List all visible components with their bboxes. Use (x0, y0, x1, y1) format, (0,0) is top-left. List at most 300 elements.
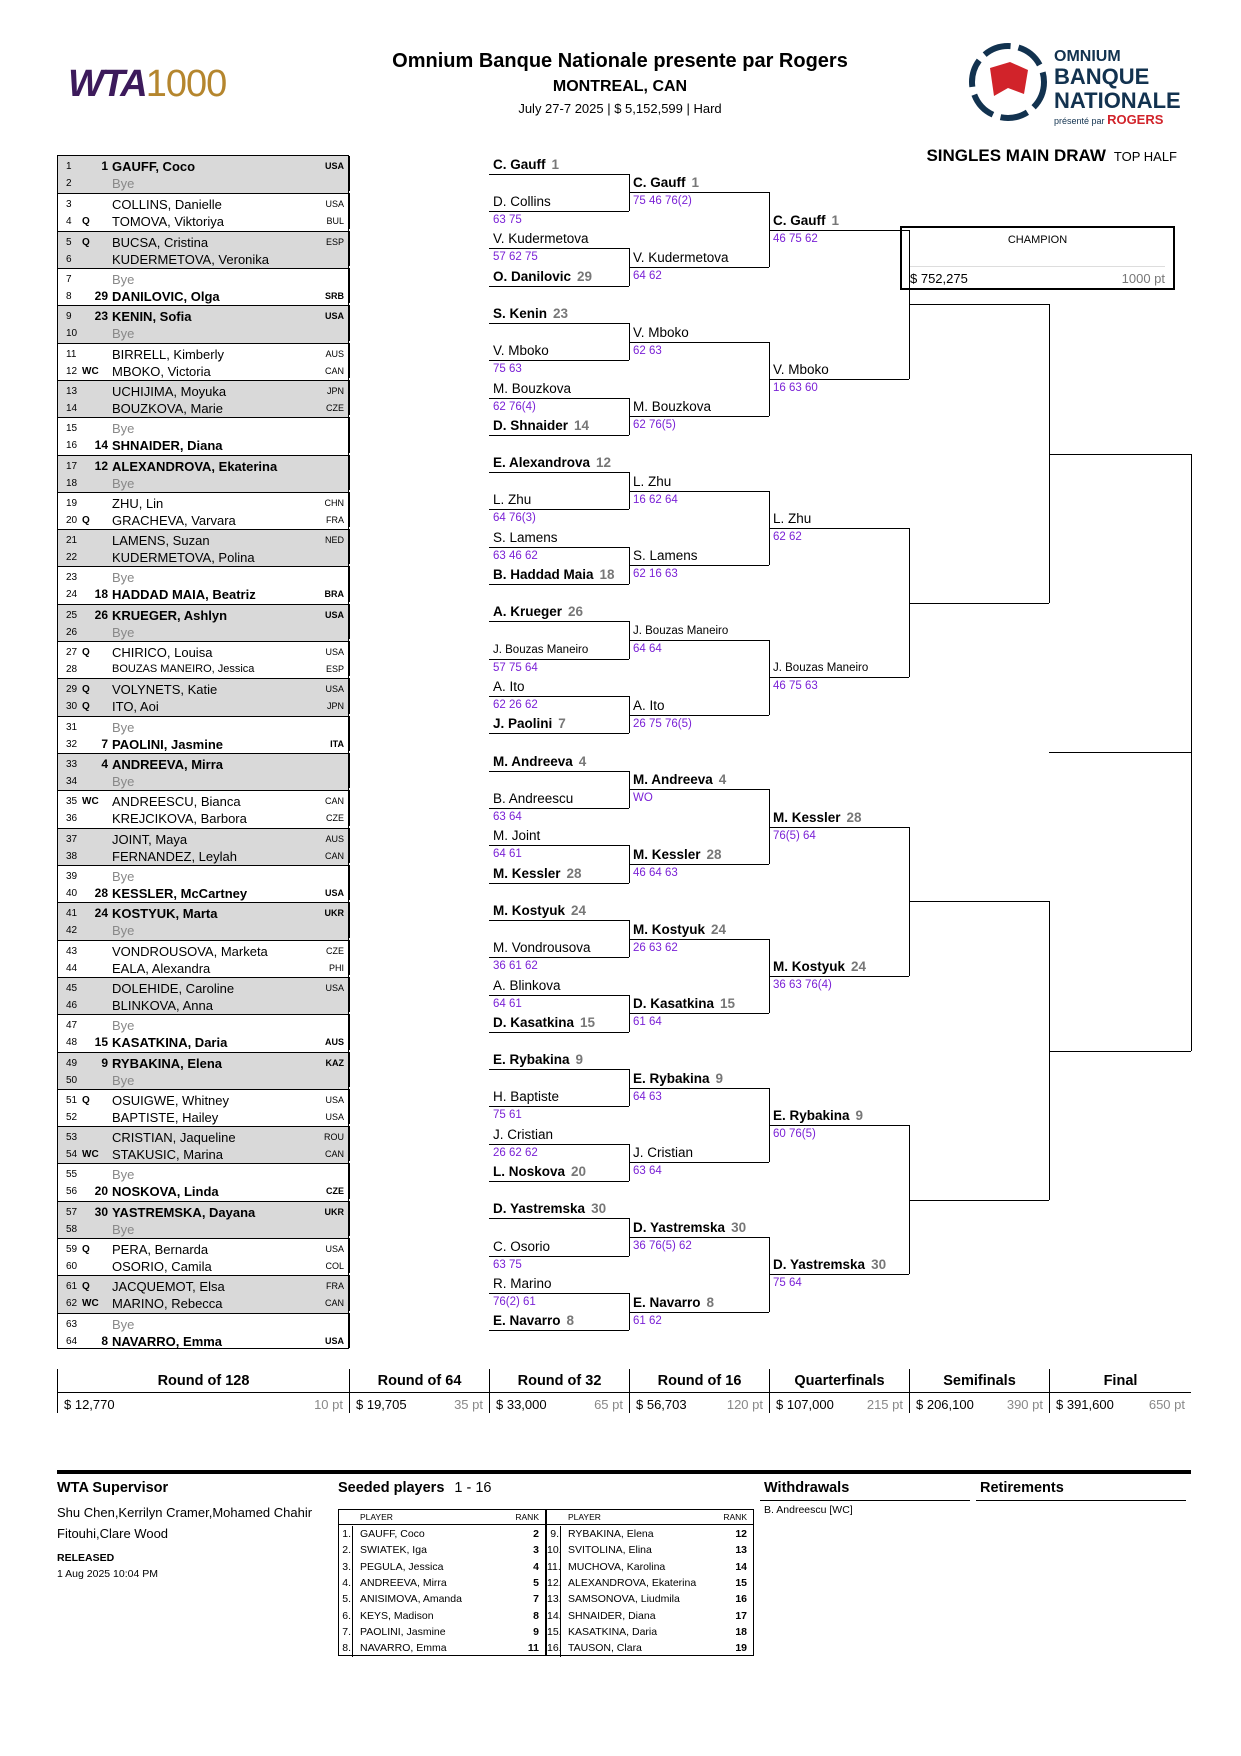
winner-name-text: J. Cristian (633, 1145, 694, 1161)
entry-status: WC (82, 365, 99, 377)
seed-number: 30 (94, 1204, 108, 1219)
nationality: USA (324, 161, 344, 171)
col-player: PLAYER (568, 1512, 601, 1522)
winner-name (493, 1089, 559, 1105)
player-name: DOLEHIDE, Caroline (112, 980, 235, 996)
winner-name-text: M. Kessler (633, 846, 701, 862)
seed-row (547, 1526, 753, 1543)
winner-name-text: V. Kudermetova (633, 249, 729, 265)
seed-index: 16. (547, 1640, 561, 1657)
winner-seed: 1 (691, 175, 700, 191)
seed-player: SVITOLINA, Elina (568, 1544, 652, 1557)
draw-position: 20 (66, 514, 78, 526)
player-name: BOUZAS MANEIRO, Jessica (112, 663, 255, 676)
winner-seed: 14 (574, 417, 590, 433)
round-title: Quarterfinals (794, 1373, 885, 1389)
winner-line (489, 995, 629, 996)
match-score: 62 62 (773, 531, 802, 544)
winner-name-text: D. Kasatkina (493, 1014, 575, 1030)
round-prize: $ 206,100 (916, 1397, 974, 1412)
winner-seed: 7 (558, 716, 566, 732)
round-cell (909, 1369, 1049, 1413)
round-cell (57, 1369, 349, 1413)
winner-seed: 30 (871, 1257, 887, 1273)
round-prize: $ 19,705 (356, 1397, 407, 1412)
nationality: CAN (324, 1149, 344, 1160)
winner-line (629, 416, 769, 417)
pair-connector (349, 641, 350, 676)
winner-name (493, 1313, 574, 1329)
winner-seed: 26 (568, 604, 584, 620)
winner-line (489, 659, 629, 660)
nationality: USA (325, 199, 344, 210)
winner-name-text: C. Gauff (493, 156, 546, 172)
player-name: GAUFF, Coco (112, 159, 196, 174)
seed-row (547, 1542, 753, 1559)
draw-position: 6 (66, 253, 72, 265)
player-name: ANDREESCU, Bianca (112, 794, 241, 810)
nationality: USA (325, 684, 344, 695)
pair-connector (349, 380, 350, 415)
winner-name-text: J. Paolini (493, 716, 553, 732)
nationality: SRB (324, 290, 344, 301)
round-points: 650 pt (1148, 1397, 1185, 1412)
pair-connector (349, 193, 350, 228)
winner-name-text: M. Vondrousova (493, 940, 591, 956)
winner-name (773, 213, 839, 229)
seed-row (547, 1591, 753, 1608)
player-name: KREJCIKOVA, Barbora (112, 811, 247, 827)
winner-name (493, 642, 588, 658)
pair-connector (349, 566, 350, 601)
seed-table-header (547, 1510, 753, 1525)
winner-seed: 20 (571, 1164, 587, 1180)
seed-row (339, 1526, 545, 1543)
empty-slot-line (1049, 454, 1191, 455)
draw-position: 21 (66, 535, 78, 547)
match-score: 75 63 (493, 363, 522, 376)
seed-rank: 18 (735, 1625, 747, 1638)
winner-line (489, 547, 629, 548)
winner-line (629, 1088, 769, 1089)
winner-name (633, 175, 699, 191)
nationality: ROU (324, 1132, 344, 1143)
round-points: 390 pt (1006, 1397, 1043, 1412)
draw-position: 55 (66, 1169, 78, 1181)
winner-name (493, 194, 551, 210)
pair-connector (349, 455, 350, 490)
nationality: USA (325, 647, 344, 658)
player-name: KRUEGER, Ashlyn (112, 607, 228, 623)
withdrawals-list: B. Andreescu [WC] (764, 1504, 853, 1516)
winner-name (493, 567, 615, 583)
winner-line (489, 1069, 629, 1070)
draw-position: 46 (66, 999, 78, 1011)
round-points: 65 pt (594, 1397, 623, 1412)
draw-position: 38 (66, 850, 78, 862)
nationality: FRA (326, 1281, 344, 1292)
winner-seed: 1 (551, 156, 560, 172)
winner-name (773, 959, 866, 975)
pair-connector (349, 902, 350, 937)
round-divider (770, 1392, 909, 1393)
pair-connector (349, 268, 350, 303)
draw-position: 31 (66, 721, 78, 733)
draw-position: 15 (66, 423, 78, 435)
draw-position: 62 (66, 1298, 78, 1310)
winner-name (493, 1239, 550, 1255)
winner-name (493, 530, 558, 546)
winner-line (489, 323, 629, 324)
nationality: UKR (324, 1206, 344, 1217)
winner-line (489, 1106, 629, 1107)
winner-name (493, 1015, 595, 1031)
player-name: BLINKOVA, Anna (112, 997, 213, 1013)
draw-position: 25 (66, 609, 78, 621)
draw-position: 3 (66, 199, 72, 211)
draw-position: 7 (66, 273, 72, 285)
player-name: PAOLINI, Jasmine (112, 736, 224, 752)
nationality: CZE (326, 402, 344, 413)
winner-line (489, 957, 629, 958)
winner-seed: 15 (580, 1014, 596, 1030)
match-score: 57 62 75 (493, 251, 538, 264)
pair-connector (349, 492, 350, 527)
winner-line (489, 1293, 629, 1294)
seed-number: 15 (94, 1035, 108, 1050)
draw-position: 5 (66, 236, 72, 248)
entry-status: Q (82, 701, 90, 713)
col-rank: RANK (723, 1512, 747, 1522)
winner-name (493, 903, 586, 919)
nationality: ITA (330, 738, 344, 749)
winner-name (493, 1127, 553, 1143)
match-score: 46 75 62 (773, 232, 818, 245)
player-name: ZHU, Lin (112, 495, 164, 511)
winner-name (493, 828, 540, 844)
match-score: 62 16 63 (633, 568, 678, 581)
winner-name-text: H. Baptiste (493, 1089, 560, 1105)
seed-number: 18 (94, 587, 108, 602)
seed-rank: 8 (533, 1609, 539, 1622)
winner-name (493, 679, 525, 695)
round-prize: $ 391,600 (1056, 1397, 1114, 1412)
winner-line (489, 1144, 629, 1145)
winner-seed: 4 (718, 772, 727, 788)
pair-connector (349, 790, 350, 825)
draw-position: 35 (66, 796, 78, 808)
seed-rank: 11 (527, 1642, 539, 1655)
bye-label: Bye (112, 176, 135, 191)
seed-rank: 5 (533, 1576, 539, 1589)
tournament-city: MONTREAL, CAN (552, 78, 688, 95)
winner-name-text: J. Cristian (493, 1126, 554, 1142)
empty-slot-line (909, 901, 1049, 902)
seed-index: 9. (547, 1526, 561, 1543)
seed-index: 12. (547, 1575, 561, 1592)
winner-name (493, 455, 611, 471)
draw-position: 42 (66, 925, 78, 937)
draw-position: 54 (66, 1149, 78, 1161)
winner-name (773, 810, 862, 826)
seed-index: 7. (339, 1624, 353, 1641)
draw-position: 64 (66, 1335, 78, 1347)
winner-name-text: A. Blinkova (493, 977, 561, 993)
nationality: CAN (324, 796, 344, 807)
entry-status: WC (82, 1149, 99, 1161)
winner-name-text: V. Kudermetova (493, 231, 589, 247)
match-score: 75 46 76(2) (633, 195, 692, 208)
winner-seed: 8 (706, 1294, 715, 1310)
tournament-title: Omnium Banque Nationale presente par Rogers (392, 50, 848, 72)
pair-connector (349, 828, 350, 863)
seed-rank: 17 (735, 1609, 747, 1622)
seed-index: 10. (547, 1542, 561, 1559)
nationality: COL (325, 1261, 344, 1272)
round-cell (629, 1369, 769, 1413)
seed-row (547, 1624, 753, 1641)
round-points: 215 pt (866, 1397, 903, 1412)
bye-label: Bye (112, 326, 135, 342)
seed-player: KASATKINA, Daria (568, 1625, 658, 1638)
player-name: UCHIJIMA, Moyuka (112, 383, 227, 399)
winner-name-text: M. Kostyuk (493, 902, 566, 918)
match-score: 64 76(3) (493, 512, 536, 525)
match-score: 64 61 (493, 848, 522, 861)
seed-player: MUCHOVA, Karolina (568, 1560, 666, 1573)
winner-name-text: O. Danilovic (493, 268, 572, 284)
player-name: BOUZKOVA, Marie (112, 400, 224, 416)
bye-label: Bye (112, 421, 135, 437)
round-title: Final (1103, 1373, 1138, 1389)
match-score: 64 62 (633, 269, 662, 282)
nationality: USA (325, 1111, 344, 1122)
winner-name-text: R. Marino (493, 1276, 552, 1292)
draw-position: 45 (66, 982, 78, 994)
draw-position: 11 (66, 348, 77, 360)
winner-seed: 29 (577, 268, 593, 284)
empty-slot-line (909, 603, 1049, 604)
draw-position: 33 (66, 759, 78, 770)
winner-name-text: S. Kenin (493, 305, 548, 321)
bye-label: Bye (112, 1316, 135, 1332)
pair-connector (349, 1089, 350, 1124)
seed-row (339, 1608, 545, 1625)
draw-position: 16 (66, 440, 78, 452)
seed-player: ALEXANDROVA, Ekaterina (568, 1576, 697, 1589)
winner-line (629, 640, 769, 641)
winner-name-text: C. Osorio (493, 1238, 551, 1254)
match-score: 76(2) 61 (493, 1296, 536, 1309)
seed-rank: 13 (735, 1544, 747, 1557)
winner-line (489, 621, 629, 622)
player-name: CRISTIAN, Jaqueline (112, 1130, 236, 1146)
draw-position: 10 (66, 328, 78, 340)
entry-status: Q (82, 1094, 90, 1106)
nationality: KAZ (325, 1057, 344, 1068)
winner-name (493, 492, 531, 508)
winner-name (773, 362, 829, 378)
winner-seed: 28 (566, 865, 582, 881)
winner-name-text: A. Ito (633, 697, 665, 713)
winner-name (493, 604, 583, 620)
winner-line (629, 1237, 769, 1238)
winner-seed: 23 (553, 305, 569, 321)
player-name: ITO, Aoi (112, 699, 159, 715)
round-prize-table (57, 1369, 1191, 1413)
pair-connector (349, 231, 350, 266)
winner-name-text: S. Lamens (633, 548, 698, 564)
player-name: BAPTISTE, Hailey (112, 1109, 219, 1125)
tournament-meta: July 27-7 2025 | $ 5,152,599 | Hard (518, 101, 722, 116)
winner-name (493, 381, 571, 397)
seed-player: ANISIMOVA, Amanda (360, 1593, 462, 1606)
seed-rank: 2 (533, 1528, 539, 1540)
round-prize: $ 12,770 (64, 1397, 115, 1412)
round-cell (489, 1369, 629, 1413)
seed-row (547, 1640, 753, 1657)
col-player: PLAYER (360, 1512, 393, 1522)
winner-line (489, 1032, 629, 1033)
winner-name (633, 1145, 693, 1161)
winner-name (493, 418, 589, 434)
seed-index: 13. (547, 1591, 561, 1608)
champion-label: CHAMPION (1007, 234, 1068, 246)
round-divider (490, 1392, 629, 1393)
winner-line (489, 1256, 629, 1257)
winner-line (629, 789, 769, 790)
winner-name (633, 996, 735, 1012)
match-score: 64 61 (493, 997, 522, 1010)
draw-position: 17 (66, 460, 78, 472)
match-score: 63 64 (493, 810, 522, 823)
winner-name (493, 1164, 586, 1180)
draw-position: 60 (66, 1261, 78, 1273)
winner-name-text: M. Bouzkova (493, 380, 572, 396)
winner-name (633, 1071, 723, 1087)
winner-name (493, 791, 573, 807)
entry-status: Q (82, 1244, 90, 1256)
seed-number: 12 (94, 458, 108, 473)
winner-name-text: B. Andreescu (493, 790, 574, 806)
seed-number: 20 (94, 1184, 108, 1199)
pair-connector (349, 940, 350, 975)
bye-label: Bye (112, 1018, 135, 1034)
draw-half: TOP HALF (1113, 149, 1177, 164)
player-name: MBOKO, Victoria (112, 363, 211, 379)
seed-row (339, 1624, 545, 1641)
winner-line (629, 491, 769, 492)
winner-line (629, 1162, 769, 1163)
seed-row (339, 1575, 545, 1592)
winner-name (773, 511, 811, 527)
draw-position: 1 (66, 161, 72, 172)
player-name: BIRRELL, Kimberly (112, 346, 224, 362)
winner-name-text: E. Rybakina (493, 1052, 570, 1068)
match-score: WO (633, 792, 653, 805)
winner-name-text: L. Zhu (773, 511, 812, 527)
winner-name-text: A. Ito (493, 679, 525, 695)
draw-position: 27 (66, 647, 78, 659)
round-divider (58, 1392, 349, 1393)
draw-position: 18 (66, 477, 78, 489)
draw-position: 57 (66, 1206, 78, 1218)
winner-name-text: M. Andreeva (633, 772, 713, 788)
seed-index: 14. (547, 1608, 561, 1625)
round-divider (1050, 1392, 1191, 1393)
player-name: RYBAKINA, Elena (112, 1055, 223, 1071)
round-title: Round of 64 (377, 1373, 462, 1389)
player-name: OSORIO, Camila (112, 1259, 212, 1275)
draw-position: 9 (66, 311, 72, 323)
nationality: CAN (324, 850, 344, 861)
seed-index: 15. (547, 1624, 561, 1641)
winner-name (633, 847, 722, 863)
pair-connector (349, 716, 350, 751)
match-score: 64 63 (633, 1090, 662, 1103)
winner-line (489, 771, 629, 772)
bye-label: Bye (112, 719, 135, 735)
winner-name-text: B. Haddad Maia (493, 567, 594, 583)
nationality: BUL (326, 216, 344, 227)
seed-player: PAOLINI, Jasmine (360, 1625, 446, 1638)
seed-rank: 9 (533, 1625, 539, 1638)
bye-label: Bye (112, 923, 135, 939)
draw-position: 4 (66, 216, 72, 228)
player-name: ANDREEVA, Mirra (112, 757, 224, 772)
seed-rank: 7 (533, 1593, 539, 1606)
round-cell (1049, 1369, 1191, 1413)
seed-player: GAUFF, Coco (360, 1528, 425, 1540)
seed-row (547, 1608, 753, 1625)
winner-line (629, 267, 769, 268)
entry-status: WC (82, 796, 99, 808)
player-name: STAKUSIC, Marina (112, 1147, 224, 1163)
winner-name-text: D. Yastremska (493, 1201, 586, 1217)
seed-rank: 4 (533, 1560, 539, 1573)
bye-label: Bye (112, 475, 135, 491)
seed-index: 11. (547, 1559, 561, 1576)
winner-name (493, 978, 561, 994)
round-points: 10 pt (314, 1397, 343, 1412)
seed-player: SHNAIDER, Diana (568, 1609, 656, 1622)
player-name: BUCSA, Cristina (112, 234, 209, 250)
bye-label: Bye (112, 774, 135, 789)
winner-name (493, 754, 586, 770)
winner-name (493, 306, 568, 322)
player-name: NOSKOVA, Linda (112, 1184, 219, 1200)
seed-player: TAUSON, Clara (568, 1642, 642, 1655)
bye-label: Bye (112, 570, 135, 586)
match-score: 62 76(4) (493, 400, 536, 413)
player-name: SHNAIDER, Diana (112, 438, 223, 454)
match-score: 26 63 62 (633, 941, 678, 954)
draw-position: 24 (66, 589, 78, 601)
pair-connector (349, 604, 350, 639)
winner-name (633, 399, 711, 415)
winner-name (633, 325, 689, 341)
player-name: DANILOVIC, Olga (112, 288, 220, 304)
match-score: 60 76(5) (773, 1128, 816, 1141)
seeded-table-right (546, 1509, 754, 1656)
draw-position: 41 (66, 908, 78, 920)
pair-connector (349, 156, 350, 191)
winner-line (489, 584, 629, 585)
player-name: LAMENS, Suzan (112, 533, 210, 549)
draw-position: 32 (66, 738, 78, 750)
winner-line (489, 1330, 629, 1331)
winner-name-text: E. Navarro (493, 1313, 561, 1329)
